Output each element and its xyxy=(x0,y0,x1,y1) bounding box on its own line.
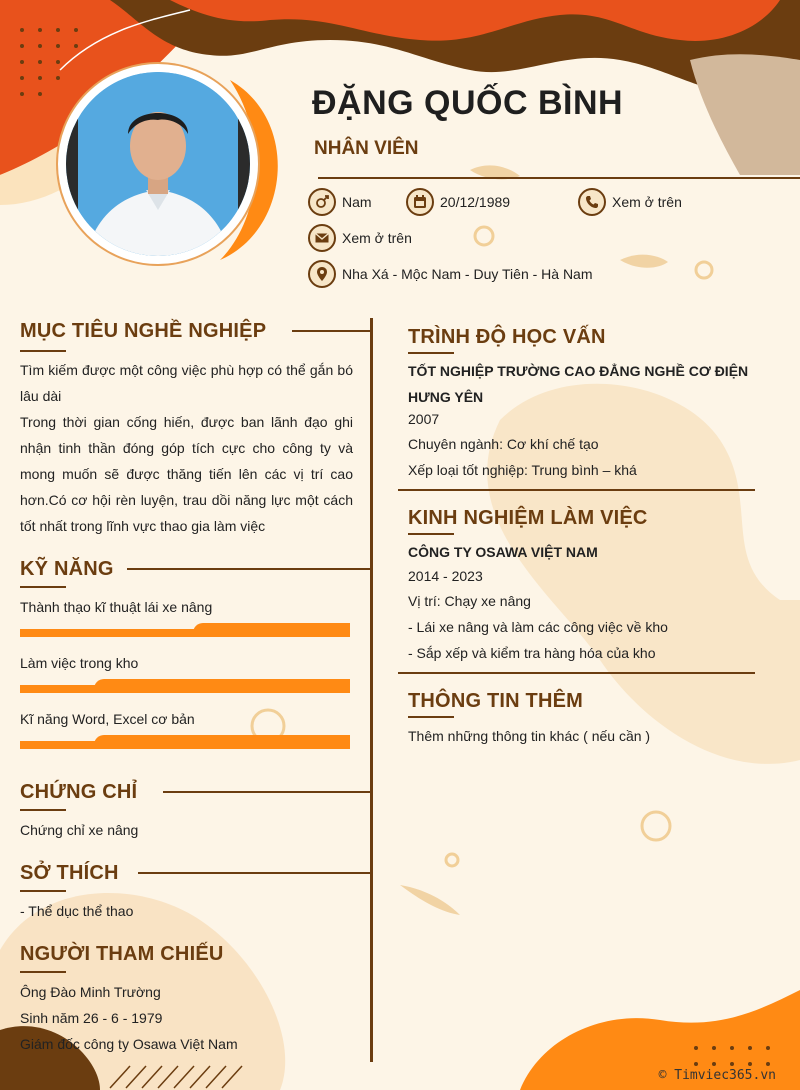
skills-rule xyxy=(127,568,370,570)
experience-duty: - Sắp xếp và kiểm tra hàng hóa của kho xyxy=(408,645,656,661)
calendar-icon xyxy=(406,188,434,216)
skill-label: Kĩ năng Word, Excel cơ bản xyxy=(20,711,195,727)
reference-name: Ông Đào Minh Trường xyxy=(20,984,161,1000)
skill-label: Thành thạo kĩ thuật lái xe nâng xyxy=(20,599,213,615)
certificates-underline xyxy=(20,809,66,811)
phone-icon xyxy=(578,188,606,216)
certificate-item: Chứng chỉ xe nâng xyxy=(20,822,139,838)
extra-info-underline xyxy=(408,716,454,718)
reference-position: Giám đốc công ty Osawa Việt Nam xyxy=(20,1036,238,1052)
hobbies-rule xyxy=(138,872,370,874)
column-divider xyxy=(370,318,373,1062)
contact-address xyxy=(308,260,593,288)
experience-underline xyxy=(408,533,454,535)
career-goal-underline xyxy=(20,350,66,352)
hobbies-underline xyxy=(20,890,66,892)
hobby-item: - Thể dục thể thao xyxy=(20,903,134,919)
experience-company: CÔNG TY OSAWA VIỆT NAM xyxy=(408,544,598,560)
candidate-role: NHÂN VIÊN xyxy=(314,138,419,159)
career-goal-rule xyxy=(292,330,370,332)
experience-period: 2014 - 2023 xyxy=(408,568,483,584)
contact-email xyxy=(308,224,412,252)
gender-value: Nam xyxy=(342,194,372,210)
skills-title: KỸ NĂNG xyxy=(20,558,114,580)
education-title: TRÌNH ĐỘ HỌC VẤN xyxy=(408,326,606,348)
education-school: TỐT NGHIỆP TRƯỜNG CAO ĐẲNG NGHỀ CƠ ĐIỆN HƯNG YÊN xyxy=(408,363,749,405)
watermark: © Timviec365.vn xyxy=(658,1068,776,1083)
experience-divider xyxy=(398,672,755,674)
email-value: Xem ở trên xyxy=(342,230,412,246)
skill-bar xyxy=(20,735,350,749)
career-goal-title: MỤC TIÊU NGHỀ NGHIỆP xyxy=(20,320,267,342)
education-year: 2007 xyxy=(408,411,440,427)
education-underline xyxy=(408,352,454,354)
skill-label: Làm việc trong kho xyxy=(20,655,139,671)
birthday-value: 20/12/1989 xyxy=(440,194,511,210)
skill-bar xyxy=(20,623,350,637)
education-major: Chuyên ngành: Cơ khí chế tạo xyxy=(408,436,599,452)
extra-info-text: Thêm những thông tin khác ( nếu cần ) xyxy=(408,728,651,744)
career-goal-para1: Tìm kiếm được một công việc phù hợp có thể gắn bó lâu dài xyxy=(20,362,353,404)
extra-info-title: THÔNG TIN THÊM xyxy=(408,690,584,712)
contact-birthday xyxy=(406,188,510,216)
experience-duty: - Lái xe nâng và làm các công việc về kho xyxy=(408,619,668,635)
skills-underline xyxy=(20,586,66,588)
skill-bar-level xyxy=(94,679,350,693)
skill-bar-level xyxy=(94,735,350,749)
address-value: Nha Xá - Mộc Nam - Duy Tiên - Hà Nam xyxy=(342,266,593,282)
portrait-image xyxy=(66,72,250,256)
profile-photo xyxy=(66,72,250,256)
contact-phone xyxy=(578,188,682,216)
certificates-rule xyxy=(163,791,370,793)
hobbies-title: SỞ THÍCH xyxy=(20,862,119,884)
phone-value: Xem ở trên xyxy=(612,194,682,210)
skill-bar-level xyxy=(193,623,350,637)
gender-icon xyxy=(308,188,336,216)
education-grade: Xếp loại tốt nghiệp: Trung bình – khá xyxy=(408,462,637,478)
experience-position: Vị trí: Chạy xe nâng xyxy=(408,593,531,609)
reference-birth: Sinh năm 26 - 6 - 1979 xyxy=(20,1010,163,1026)
email-icon xyxy=(308,224,336,252)
contact-gender xyxy=(308,188,372,216)
career-goal-para2: Trong thời gian cống hiến, được ban lãnh đạo ghi nhận tinh thần đóng góp tích cực cho công ty và mong muốn sẽ được thăng tiến lên các vị trí cao hơn.Có cơ hội rèn luyện, trau dồi năng lực một cách tốt nhất trong lĩnh vực thao gia làm việc xyxy=(20,414,353,534)
location-icon xyxy=(308,260,336,288)
candidate-name: ĐẶNG QUỐC BÌNH xyxy=(312,84,624,122)
education-divider xyxy=(398,489,755,491)
header-divider xyxy=(318,177,800,179)
references-title: NGƯỜI THAM CHIẾU xyxy=(20,943,224,965)
experience-title: KINH NGHIỆM LÀM VIỆC xyxy=(408,507,648,529)
references-underline xyxy=(20,971,66,973)
skill-bar xyxy=(20,679,350,693)
certificates-title: CHỨNG CHỈ xyxy=(20,781,138,803)
